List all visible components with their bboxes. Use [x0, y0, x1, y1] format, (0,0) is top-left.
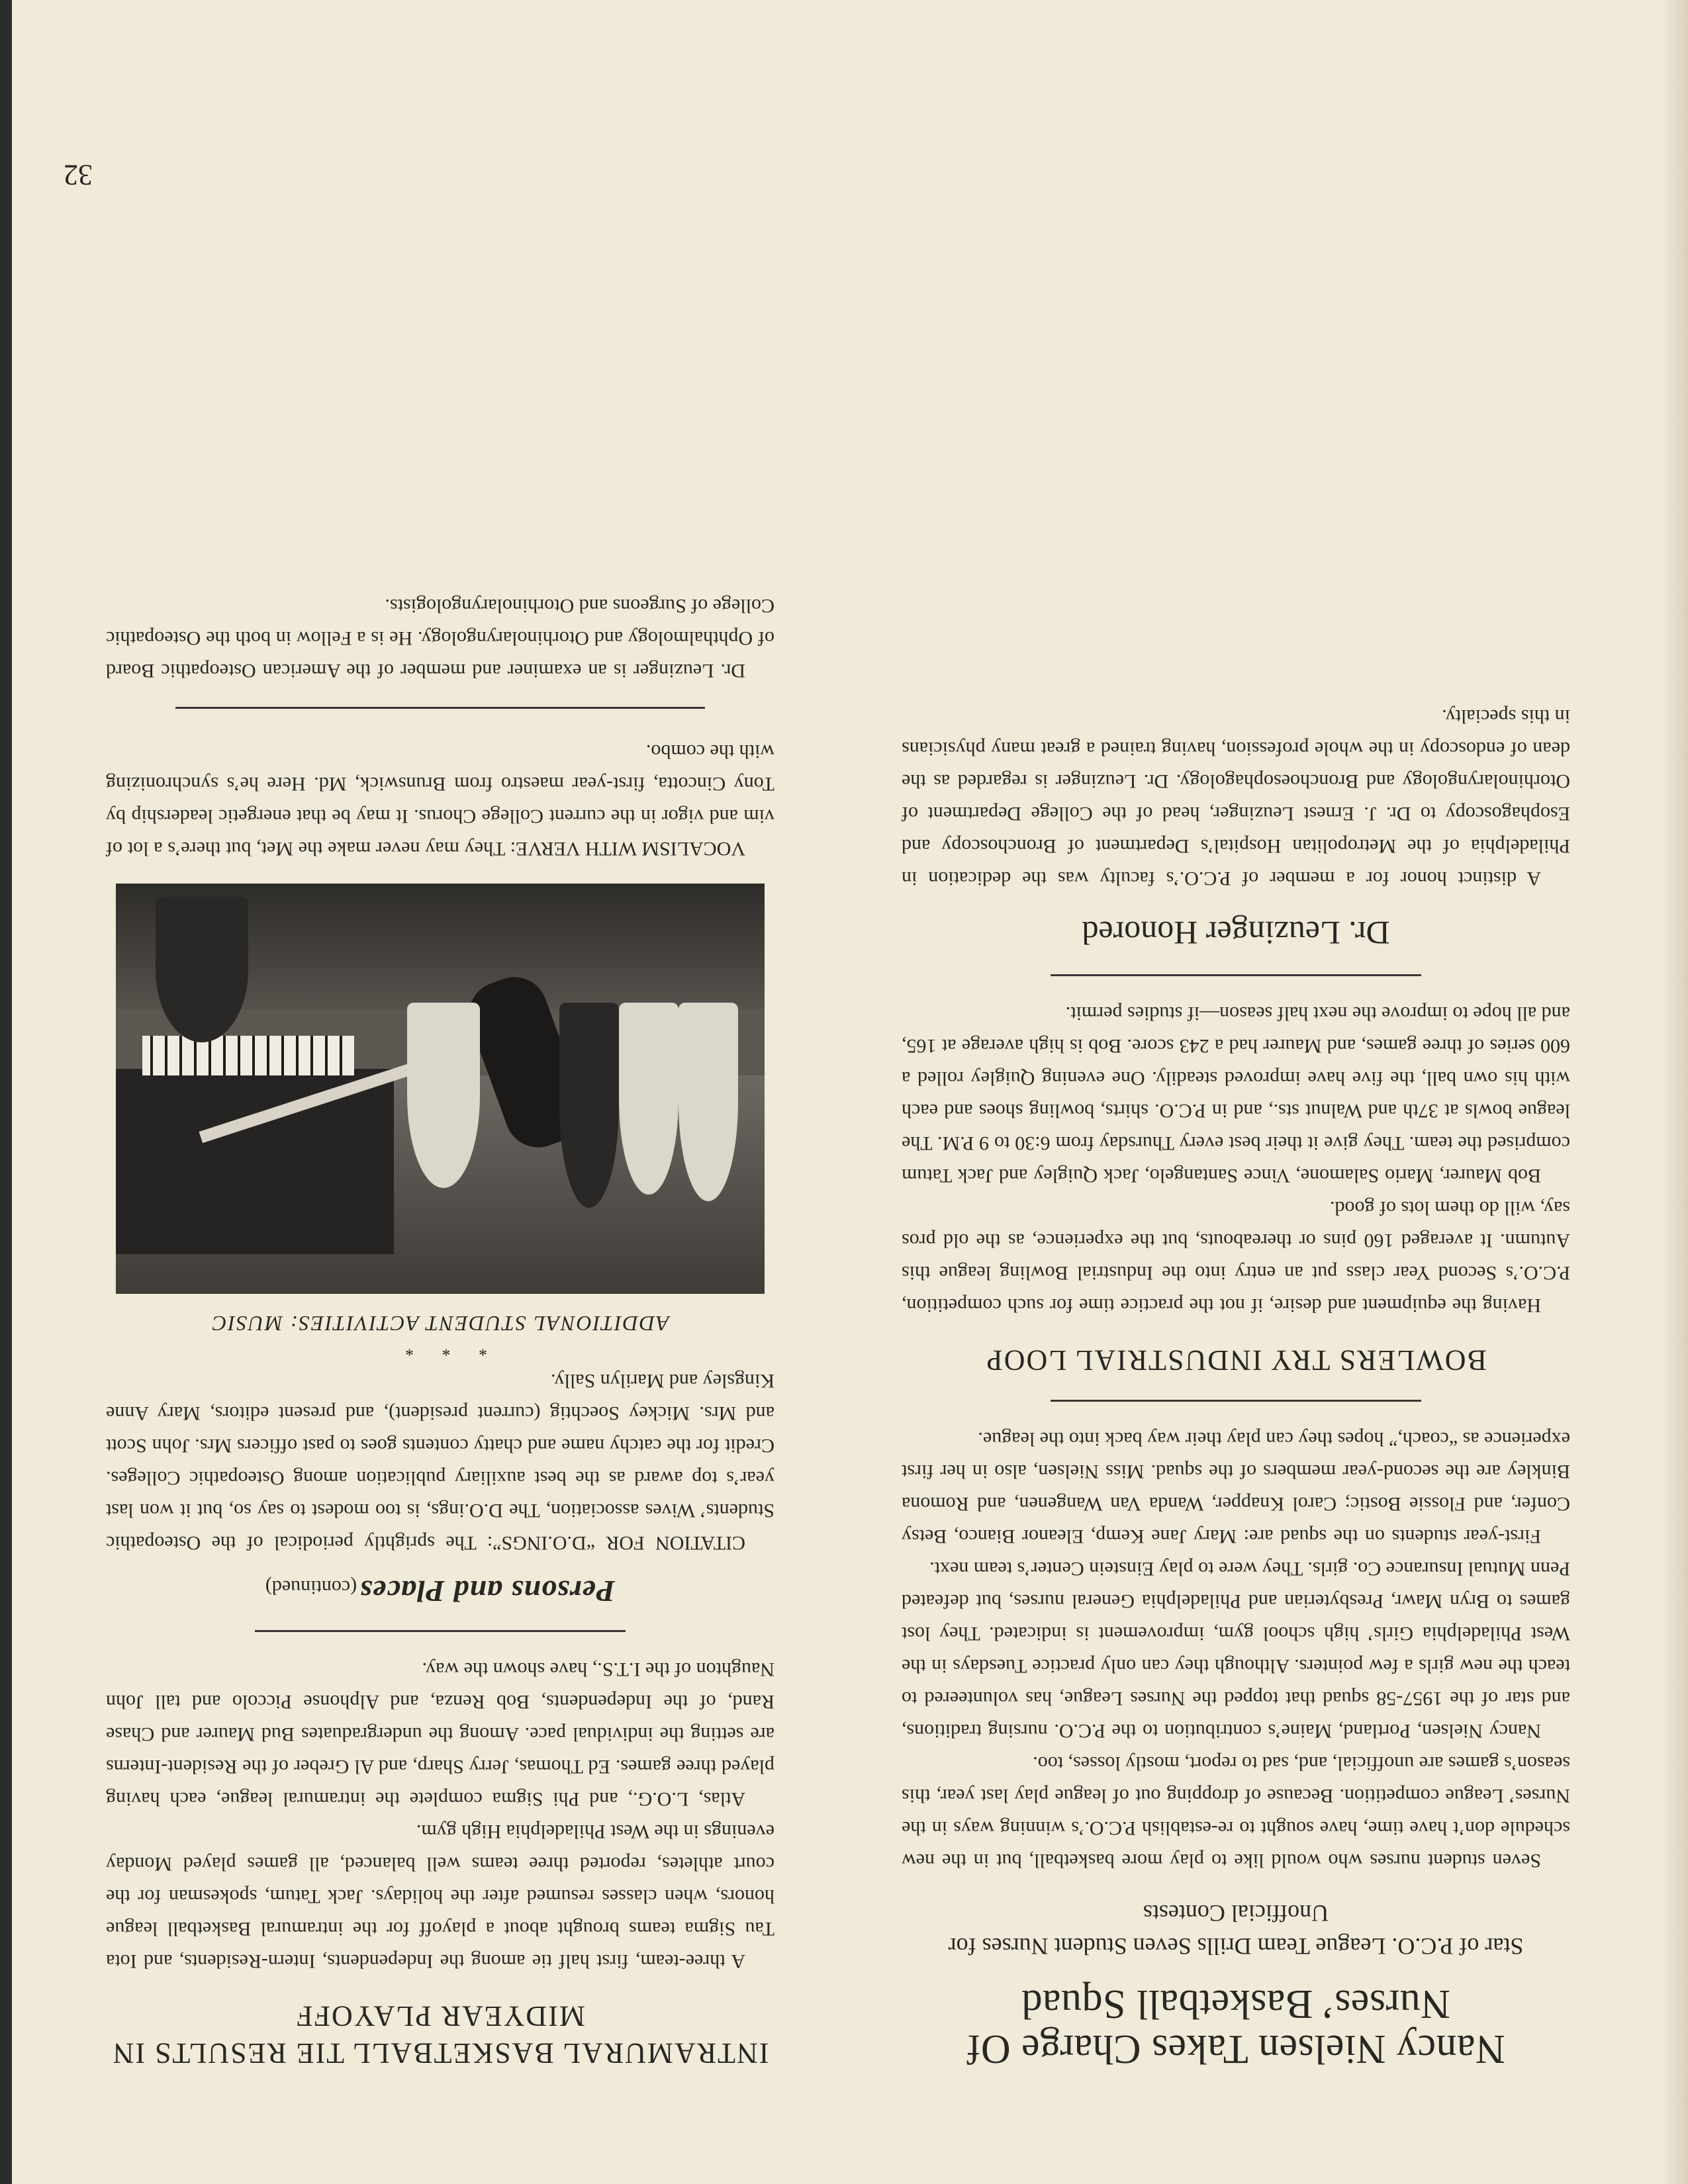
activities-label: ADDITIONAL STUDENT ACTIVITIES: MUSIC: [211, 1312, 669, 1336]
caption-lead: VOCALISM WITH VERVE:: [510, 838, 745, 860]
left-column: [902, 700, 1570, 2071]
section-divider: [175, 707, 705, 709]
bowlers-paragraph: Having the equipment and desire, if not the practice time for such competition, P.C.O.’s Second Year class put an entry into the Industrial Bowling league this Autumn. It averaged 160 pins or thereabouts, but the experience, as the old pros say, will do them lots of good.: [902, 1197, 1570, 1316]
section-divider: [1051, 1400, 1421, 1402]
nancy-paragraph: First-year students on the squad are: Mary Jane Kemp, Eleanor Bianco, Betsy Confer, and Flossie Bostic; Carol Knapper, Wanda Van Wangenen, and Romona Binkley are the second-year members of the squad. Miss Nielsen, also in her first experience as “coach,” hopes they can play their way back into the league.: [902, 1428, 1570, 1547]
piano-shape: [116, 1069, 394, 1254]
caption-text: They may never make the Met, but there’s a lot of vim and vigor in the current College Chorus. It may be that energetic leadership by Tony Cincotta, first-year maestro from Brunswick, Md. Here he’s synchronizing with the combo.: [106, 741, 774, 860]
singer-figure: [407, 1003, 480, 1188]
section-divider: [255, 1630, 626, 1632]
citation-text: The sprightly periodical of the Osteopathic Students’ Wives association, The D.O.ings, is too modest to say so, but it won last year’s top award as the best auxiliary publication among Osteopathic Colleges. Credit for the catchy name and chatty contents goes to past officers Mrs. John Scott and Mrs. Mickey Soechtig (current president), and present editors, Mary Anne Kingsley and Marilyn Sally.: [106, 1370, 774, 1554]
chorus-photo: [116, 884, 765, 1294]
scan-edge: [0, 0, 12, 2184]
nancy-paragraph: Nancy Nielsen, Portland, Maine’s contribution to the P.C.O. nursing traditions, and star of the 1957-58 squad that topped the Nurses League, has volunteered to teach the new girls a few pointers. Although they can only practice Tuesdays in the West Philadelphia Girls’ high school gym, improvement is indicated. They lost games to Bryn Mawr, Presbyterian and Philadelphia General nurses, but defeated Penn Mutual Insurance Co. girls. They were to play Einstein Center’s team next.: [902, 1558, 1570, 1742]
continued-label: (continued): [265, 1576, 357, 1598]
nancy-headline: Nancy Nielsen Takes Charge Of Nurses’ Basketball Squad: [966, 1981, 1505, 2071]
piano-keys-shape: [142, 1036, 354, 1075]
pianist-figure: [156, 897, 248, 1042]
singer-figure: [619, 1003, 679, 1195]
nancy-paragraph: Seven student nurses who would like to play more basketball, but in the new schedule don’t have time, have sought to re-establish P.C.O.’s winning ways in the Nurses’ League competition. Because of dropping out of league play last year, this season’s games are unofficial, and, sad to report, mostly losses, too.: [902, 1752, 1570, 1872]
page-spine-shadow: [1662, 0, 1688, 2184]
singer-figure: [559, 1003, 619, 1208]
section-divider: [1051, 974, 1421, 976]
basketball-paragraph: Atlas, L.O.G., and Phi Sigma complete the intramural league, each having played three games. Ed Thomas, Jerry Sharp, and Al Greber of the Resident-Interns are setting the individual pace. Among the undergraduates Bud Maurer and Chase Rand, of the Independents, Bob Renza, and Alphonse Piccolo and tall John Naughton of the I.T.S., have shown the way.: [106, 1659, 774, 1810]
nancy-subhead: Star of P.C.O. League Team Drills Seven Student Nurses for Unofficial Contests: [948, 1900, 1524, 1960]
photo-caption: [106, 735, 774, 865]
leuzinger-headline: Dr. Leuzinger Honored: [1082, 915, 1390, 952]
page-number: 32: [64, 159, 93, 191]
citation-paragraph: [106, 1365, 774, 1559]
leuzinger-continued: Dr. Leuzinger is an examiner and member of the American Osteopathic Board of Ophthalmology and Otorhinolaryngology. He is a Fellow in both the Osteopathic College of Surgeons and Otorhinolaryngologists.: [106, 595, 774, 682]
right-column: [106, 590, 774, 2071]
bowlers-headline: BOWLERS TRY INDUSTRIAL LOOP: [985, 1344, 1487, 1377]
persons-places-title: Persons and Places: [359, 1574, 616, 1608]
leuzinger-paragraph: A distinct honor for a member of P.C.O.’s faculty was the dedication in Philadelphia of the Metropolitan Hospital’s Department of Bronchoscopy and Esophagoscopy to Dr. J. Ernest Leuzinger, head of the College Department of Otorhinolaryngology and Bronchoesophagology. Dr. Leuzinger is regarded as the dean of endoscopy in the whole profession, having trained a great many physicians in this specialty.: [902, 705, 1570, 889]
section-dots: * * *: [393, 1340, 487, 1359]
singer-figure: [679, 1003, 738, 1201]
basketball-paragraph: A three-team, first half tie among the Independents, Intern-Residents, and Iota Tau Sigma teams brought about a playoff for the intramural Basketball league honors, when classes resumed after the holidays. Jack Tatum, spokesman for the court athletes, reported three teams well balanced, all games played Monday evenings in the West Philadelphia High gym.: [106, 1821, 774, 1972]
persons-places-heading: [106, 1574, 774, 1609]
bowlers-paragraph: Bob Maurer, Mario Salamone, Vince Santangelo, Jack Quigley and Jack Tatum comprised the team. They give it their best every Thursday from 6:30 to 9 P.M. The league bowls at 37th and Walnut sts., and in P.C.O. shirts, bowling shoes and each with his own ball, the five have improved steadily. One evening Quigley rolled a 600 series of three games, and Maurer had a 243 score. Bob is high average at 165, and all hope to improve the next half season—if studies permit.: [902, 1003, 1570, 1187]
citation-lead: CITATION FOR “D.O.INGS”:: [487, 1532, 745, 1554]
basketball-headline: INTRAMURAL BASKETBALL TIE RESULTS IN MIDYEAR PLAYOFF: [111, 2000, 769, 2070]
